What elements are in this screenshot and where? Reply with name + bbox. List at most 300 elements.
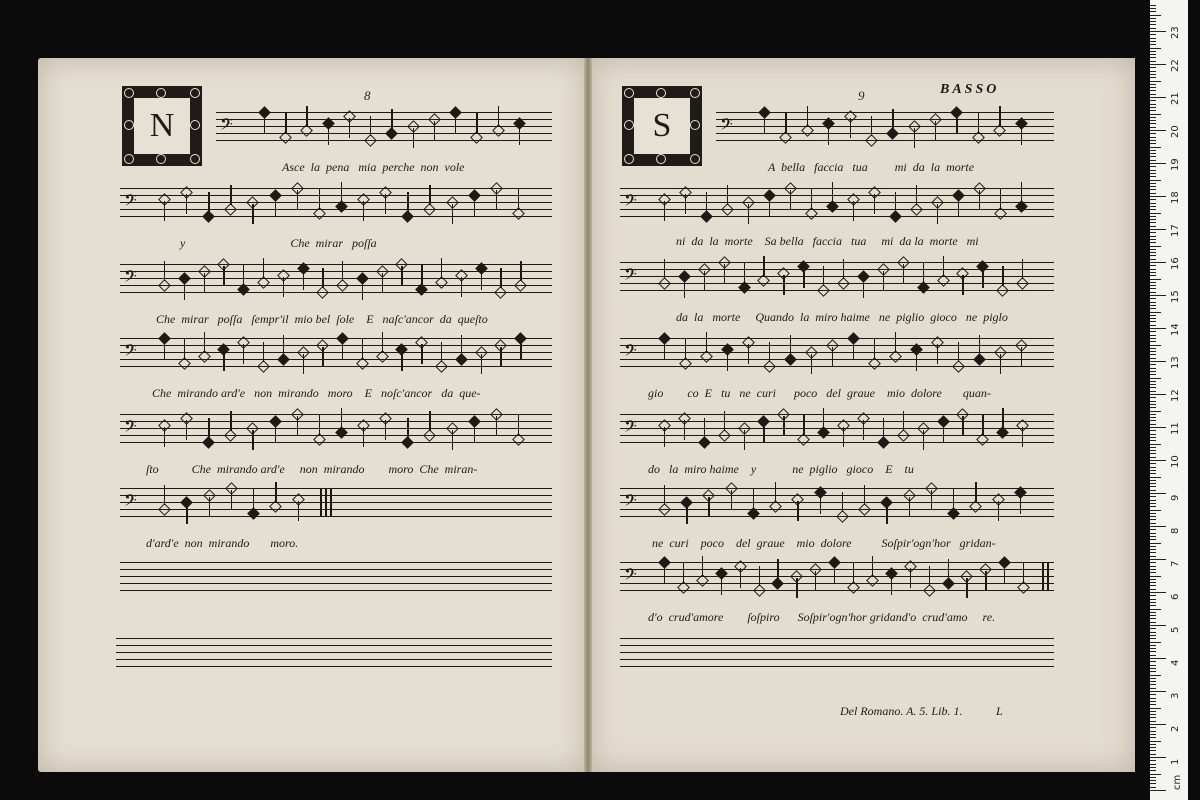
ruler-tick (1150, 404, 1156, 405)
ruler-tick (1150, 100, 1156, 101)
note-stem (721, 575, 722, 595)
staff-line (716, 140, 1054, 141)
note-stem (828, 125, 829, 145)
clef-icon: 𝄢 (124, 340, 137, 364)
ruler-tick (1150, 463, 1156, 464)
staff-line (120, 428, 552, 429)
note-stem (441, 258, 442, 278)
ruler-tick (1150, 378, 1161, 379)
note-stem (891, 575, 892, 595)
note-stem (231, 490, 232, 510)
note-stem (664, 201, 665, 221)
ruler-tick (1150, 414, 1156, 415)
ruler-tick (1150, 166, 1156, 167)
note-stem (243, 265, 244, 285)
ruler-tick (1150, 543, 1161, 544)
ruler-tick (1150, 592, 1166, 593)
music-staff (120, 562, 552, 590)
note-stem (319, 415, 320, 435)
note-stem (429, 185, 430, 205)
ruler-tick (1150, 57, 1156, 58)
note-stem (341, 408, 342, 428)
ruler-tick (1150, 496, 1156, 497)
note-stem (706, 192, 707, 212)
note-stem (863, 278, 864, 298)
ruler-tick (1150, 193, 1156, 194)
staff-line (620, 666, 1054, 667)
ruler-tick (1150, 298, 1156, 299)
note-stem (903, 264, 904, 284)
staff-line (120, 509, 332, 510)
ruler-tick (1150, 760, 1156, 761)
ruler-tick (1150, 15, 1161, 16)
lyric-line-left-3: Che mirar poſſa ſempr'il mio bel ſole E naſc'ancor da queſto (156, 312, 488, 326)
note-stem (803, 268, 804, 288)
note-stem (1004, 564, 1005, 584)
ruler-tick (1150, 381, 1156, 382)
staff-line (116, 645, 552, 646)
ruler-tick (1150, 655, 1156, 656)
initial-ornament (656, 154, 666, 164)
ruler-tick (1150, 407, 1156, 408)
ruler-tick (1150, 536, 1156, 537)
clef-icon: 𝄢 (220, 114, 233, 138)
note-stem (724, 411, 725, 431)
note-stem (297, 416, 298, 436)
note-stem (823, 266, 824, 286)
ruler-tick (1150, 609, 1161, 610)
note-stem (664, 564, 665, 584)
note-stem (322, 347, 323, 367)
staff-line (620, 576, 1054, 577)
staff-line (620, 488, 1054, 489)
ruler-tick (1150, 642, 1161, 643)
ruler-number: 12 (1170, 389, 1181, 402)
ruler-tick (1150, 265, 1156, 266)
note-stem (186, 420, 187, 440)
final-barline (1042, 562, 1044, 591)
ruler-tick (1150, 635, 1156, 636)
note-stem (223, 266, 224, 286)
ruler-tick (1150, 104, 1156, 105)
ruler-tick (1150, 750, 1156, 751)
ruler-tick (1150, 506, 1156, 507)
ruler-number: 1 (1170, 758, 1181, 765)
ruler-tick (1150, 714, 1156, 715)
lyric-line-left-2: y Che mirar poſſa (180, 236, 377, 250)
note-stem (803, 415, 804, 435)
ruler-tick (1150, 275, 1156, 276)
initial-ornament (190, 120, 200, 130)
lyric-line-right-7: d'o crud'amore ſoſpiro Soſpir'ogn'hor gridand'o crud'amo re. (648, 610, 996, 624)
note-stem (184, 280, 185, 300)
ruler-tick (1150, 64, 1166, 65)
ruler-tick (1150, 483, 1156, 484)
ruler-tick (1150, 120, 1156, 121)
note-stem (275, 197, 276, 217)
ruler-tick (1150, 526, 1166, 527)
ruler-tick (1150, 444, 1161, 445)
ruler-number: 17 (1170, 224, 1181, 237)
ruler-tick (1150, 28, 1156, 29)
ruler-tick (1150, 150, 1156, 151)
voice-part-title: BASSO (940, 82, 1000, 97)
note-stem (230, 411, 231, 431)
note-stem (385, 194, 386, 214)
note-stem (744, 263, 745, 283)
ruler-number: 8 (1170, 527, 1181, 534)
ruler-number: 21 (1170, 92, 1181, 105)
ruler-tick (1150, 368, 1156, 369)
note-stem (275, 482, 276, 502)
note-stem (943, 423, 944, 443)
ruler-tick (1150, 417, 1156, 418)
clef-icon: 𝄢 (624, 340, 637, 364)
ruler-tick (1150, 424, 1156, 425)
note-stem (982, 268, 983, 288)
note-stem (285, 113, 286, 133)
note-stem (748, 204, 749, 224)
note-stem (763, 256, 764, 276)
note-stem (382, 332, 383, 352)
ruler-tick (1150, 308, 1156, 309)
note-stem (186, 194, 187, 214)
note-stem (500, 268, 501, 288)
note-stem (498, 106, 499, 126)
ruler-tick (1150, 566, 1156, 567)
initial-ornament (624, 88, 634, 98)
music-staff (332, 488, 552, 516)
ruler-tick (1150, 110, 1156, 111)
note-stem (958, 342, 959, 362)
ruler-tick (1150, 401, 1156, 402)
note-stem (204, 273, 205, 293)
ruler-tick (1150, 473, 1156, 474)
ruler-tick (1150, 61, 1156, 62)
note-stem (753, 489, 754, 509)
note-stem (975, 482, 976, 502)
ruler-tick (1150, 513, 1156, 514)
note-stem (500, 347, 501, 367)
note-stem (391, 109, 392, 129)
staff-line (620, 659, 1054, 660)
ruler-tick (1150, 203, 1156, 204)
note-stem (764, 114, 765, 134)
ruler-tick (1150, 777, 1156, 778)
note-stem (362, 280, 363, 300)
staff-line (120, 576, 552, 577)
note-stem (474, 197, 475, 217)
ruler-tick (1150, 384, 1156, 385)
ruler-tick (1150, 486, 1156, 487)
note-stem (684, 420, 685, 440)
note-stem (874, 339, 875, 359)
staff-line (120, 209, 552, 210)
ruler-tick (1150, 764, 1156, 765)
ruler-tick (1150, 701, 1156, 702)
note-stem (850, 118, 851, 138)
ruler-tick (1150, 737, 1156, 738)
book-gutter (584, 58, 592, 772)
ruler-tick (1150, 18, 1156, 19)
staff-line (716, 119, 1054, 120)
lyric-line-left-5: ſto Che mirando ard'e non mirando moro Che miran- (146, 462, 478, 476)
ruler-tick (1150, 783, 1156, 784)
note-stem (298, 501, 299, 521)
ruler-tick (1150, 259, 1156, 260)
ruler-tick (1150, 734, 1156, 735)
ruler-tick (1150, 328, 1166, 329)
staff-line (332, 509, 552, 510)
ruler-tick (1150, 724, 1166, 725)
note-stem (520, 340, 521, 360)
note-stem (982, 415, 983, 435)
ruler-tick (1150, 552, 1156, 553)
note-stem (208, 418, 209, 438)
ruler-tick (1150, 460, 1166, 461)
staff-line (116, 652, 552, 653)
ruler-tick (1150, 453, 1156, 454)
ruler-tick (1150, 529, 1156, 530)
ruler-tick (1150, 127, 1156, 128)
note-stem (863, 420, 864, 440)
clef-icon: 𝄢 (624, 490, 637, 514)
note-stem (832, 347, 833, 367)
ruler-tick (1150, 176, 1156, 177)
note-stem (811, 354, 812, 374)
ruler-tick (1150, 325, 1156, 326)
note-stem (264, 114, 265, 134)
note-stem (886, 504, 887, 524)
ruler-tick (1150, 272, 1156, 273)
note-stem (686, 504, 687, 524)
ruler-tick (1150, 632, 1156, 633)
decorated-initial-n (122, 86, 202, 166)
ruler-tick (1150, 711, 1156, 712)
note-stem (496, 416, 497, 436)
note-stem (306, 106, 307, 126)
ruler-tick (1150, 226, 1156, 227)
staff-line (120, 583, 552, 584)
ruler-tick (1150, 38, 1156, 39)
ruler-tick (1150, 24, 1156, 25)
ruler-tick (1150, 691, 1166, 692)
ruler-tick (1150, 331, 1156, 332)
note-stem (252, 204, 253, 224)
staff-line (216, 140, 552, 141)
note-stem (811, 189, 812, 209)
ruler-number: 18 (1170, 191, 1181, 204)
ruler-tick (1150, 97, 1166, 98)
ruler-tick (1150, 391, 1156, 392)
ruler-tick (1150, 397, 1156, 398)
ruler-tick (1150, 196, 1166, 197)
ruler-tick (1150, 533, 1156, 534)
ruler-number: 20 (1170, 125, 1181, 138)
ruler-tick (1150, 546, 1156, 547)
note-stem (759, 566, 760, 586)
note-stem (724, 264, 725, 284)
note-stem (769, 197, 770, 217)
initial-letter: N (149, 107, 175, 144)
ruler-tick (1150, 787, 1156, 788)
note-stem (519, 125, 520, 145)
ruler-tick (1150, 153, 1156, 154)
ruler-tick (1150, 605, 1156, 606)
ruler-tick (1150, 625, 1166, 626)
ruler-tick (1150, 252, 1156, 253)
ruler-tick (1150, 668, 1156, 669)
note-stem (763, 423, 764, 443)
ruler-tick (1150, 615, 1156, 616)
note-stem (341, 182, 342, 202)
note-stem (727, 185, 728, 205)
ruler-tick (1150, 599, 1156, 600)
note-stem (223, 351, 224, 371)
ruler-tick (1150, 780, 1156, 781)
ruler-tick (1150, 137, 1156, 138)
note-stem (783, 275, 784, 295)
note-stem (263, 258, 264, 278)
note-stem (322, 268, 323, 288)
ruler-tick (1150, 500, 1156, 501)
note-stem (208, 192, 209, 212)
note-stem (937, 204, 938, 224)
note-stem (931, 490, 932, 510)
note-stem (664, 427, 665, 447)
note-stem (303, 354, 304, 374)
ruler-number: 19 (1170, 158, 1181, 171)
note-stem (421, 344, 422, 364)
ruler-number: 9 (1170, 494, 1181, 501)
note-stem (164, 427, 165, 447)
note-stem (455, 114, 456, 134)
page-number-right: 9 (858, 88, 865, 103)
ruler-tick (1150, 559, 1166, 560)
ruler-tick (1150, 757, 1166, 758)
staff-line (120, 435, 552, 436)
ruler-number: 10 (1170, 455, 1181, 468)
note-stem (895, 332, 896, 352)
note-stem (1000, 354, 1001, 374)
note-stem (834, 564, 835, 584)
note-stem (883, 271, 884, 291)
ruler-tick (1150, 747, 1156, 748)
ruler-tick (1150, 156, 1156, 157)
note-stem (664, 259, 665, 279)
note-stem (434, 121, 435, 141)
ruler-tick (1150, 387, 1156, 388)
ruler-tick (1150, 305, 1156, 306)
note-stem (979, 190, 980, 210)
ruler-tick (1150, 199, 1156, 200)
initial-ornament (190, 88, 200, 98)
ruler-tick (1150, 341, 1156, 342)
ruler-tick (1150, 183, 1156, 184)
note-stem (872, 556, 873, 576)
ruler-tick (1150, 335, 1156, 336)
note-stem (385, 420, 386, 440)
ruler-tick (1150, 51, 1156, 52)
ruler-tick (1150, 741, 1161, 742)
note-stem (962, 416, 963, 436)
initial-ornament (156, 154, 166, 164)
ruler-tick (1150, 249, 1156, 250)
ruler-tick (1150, 361, 1166, 362)
ruler-tick (1150, 585, 1156, 586)
note-stem (253, 489, 254, 509)
note-stem (1023, 563, 1024, 583)
note-stem (252, 430, 253, 450)
note-stem (684, 278, 685, 298)
note-stem (441, 342, 442, 362)
staff-line (620, 652, 1054, 653)
ruler-tick (1150, 295, 1166, 296)
ruler-tick (1150, 351, 1156, 352)
staff-line (120, 562, 552, 563)
note-stem (452, 430, 453, 450)
staff-line (332, 516, 552, 517)
note-stem (342, 261, 343, 281)
ruler-tick (1150, 236, 1156, 237)
ruler-tick (1150, 470, 1156, 471)
ruler-number: 2 (1170, 725, 1181, 732)
note-stem (704, 271, 705, 291)
ruler-tick (1150, 576, 1161, 577)
note-stem (916, 185, 917, 205)
ruler-tick (1150, 523, 1156, 524)
ruler-tick (1150, 292, 1156, 293)
note-stem (476, 113, 477, 133)
note-stem (683, 563, 684, 583)
ruler-tick (1150, 21, 1156, 22)
ruler-tick (1150, 232, 1156, 233)
note-stem (744, 430, 745, 450)
note-stem (407, 418, 408, 438)
lyric-line-left-4: Che mirando ard'e non mirando moro E noſc'ancor da que- (152, 386, 481, 400)
music-staff (116, 638, 552, 666)
ruler-number: 23 (1170, 26, 1181, 39)
note-stem (421, 265, 422, 285)
ruler-number: 3 (1170, 692, 1181, 699)
ruler-tick (1150, 622, 1156, 623)
initial-ornament (190, 154, 200, 164)
ruler-tick (1150, 556, 1156, 557)
lyric-line-right-5: do la miro haime y ne piglio gioco E tu (648, 462, 914, 476)
ruler-tick (1150, 41, 1156, 42)
ruler-tick (1150, 420, 1156, 421)
ruler-tick (1150, 143, 1156, 144)
note-stem (797, 501, 798, 521)
ruler-tick (1150, 348, 1156, 349)
printer-signature: Del Romano. A. 5. Lib. 1. (840, 704, 963, 718)
note-stem (923, 263, 924, 283)
clef-icon: 𝄢 (124, 266, 137, 290)
staff-line (620, 645, 1054, 646)
ruler-tick (1150, 427, 1166, 428)
ruler-tick (1150, 688, 1156, 689)
ruler-tick (1150, 242, 1156, 243)
note-stem (452, 204, 453, 224)
ruler-tick (1150, 612, 1156, 613)
note-stem (704, 418, 705, 438)
ruler-tick (1150, 510, 1161, 511)
ruler-tick (1150, 189, 1156, 190)
note-stem (864, 485, 865, 505)
ruler-tick (1150, 371, 1156, 372)
lyric-line-right-1: A bella faccia tua mi da la morte (768, 160, 975, 174)
ruler-tick (1150, 774, 1161, 775)
